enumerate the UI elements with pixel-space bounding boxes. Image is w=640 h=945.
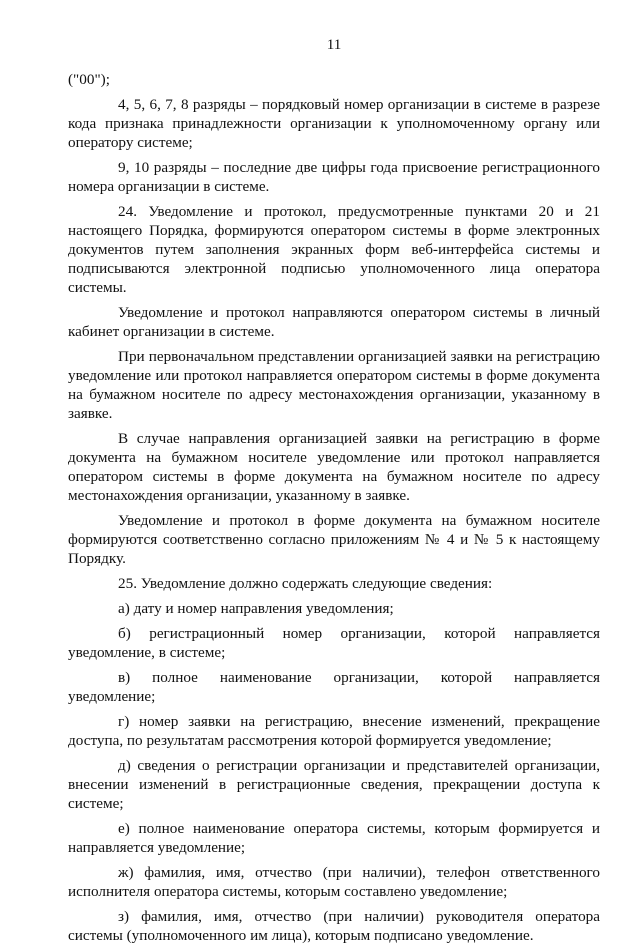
list-item-z: з) фамилия, имя, отчество (при наличии) руководителя оператора системы (уполномоченного им лица), которым подписано уведомление. [68,908,600,944]
paragraph-code-tail: ("00"); [68,71,110,88]
paragraph-paper-submission: В случае направления организацией заявки на регистрацию в форме документа на бумажном носителе уведомление или протокол направляется оператором системы в форме документа на бумажном носителе по адресу местонахождения организации, указанному в заявке. [68,430,600,504]
paragraph-digits-4-8: 4, 5, 6, 7, 8 разряды – порядковый номер организации в системе в разрезе кода признака принадлежности организации к уполномоченному органу или оператору системе; [68,96,600,151]
paragraph-digits-9-10: 9, 10 разряды – последние две цифры года присвоение регистрационного номера организации в системе. [68,159,600,195]
list-item-e: е) полное наименование оператора системы, которым формируется и направляется уведомление; [68,820,600,856]
list-item-g: г) номер заявки на регистрацию, внесение изменений, прекращение доступа, по результатам рассмотрения которой формируется уведомление; [68,713,600,749]
paragraph-initial-submission: При первоначальном представлении организацией заявки на регистрацию уведомление или протокол направляется оператором системы в форме документа на бумажном носителе по адресу местонахождения организации, указанному в заявке. [68,348,600,422]
list-item-d: д) сведения о регистрации организации и представителей организации, внесении изменений в регистрационные сведения, прекращении доступа к системе; [68,757,600,812]
paragraph-item-24: 24. Уведомление и протокол, предусмотренные пунктами 20 и 21 настоящего Порядка, формируются оператором системы в форме электронных документов путем заполнения экранных форм веб-интерфейса системы и подписываются электронной подписью уполномоченного лица оператора системы. [68,203,600,296]
list-item-a: а) дату и номер направления уведомления; [118,600,394,617]
paragraph-paper-forms: Уведомление и протокол в форме документа на бумажном носителе формируются соответственно согласно приложениям № 4 и № 5 к настоящему Порядку. [68,512,600,567]
paragraph-item-25: 25. Уведомление должно содержать следующие сведения: [118,575,493,592]
page-number: 11 [326,36,342,53]
paragraph-cabinet: Уведомление и протокол направляются оператором системы в личный кабинет организации в системе. [68,304,600,340]
list-item-v: в) полное наименование организации, которой направляется уведомление; [68,669,600,705]
list-item-b: б) регистрационный номер организации, которой направляется уведомление, в системе; [68,625,600,661]
list-item-zh: ж) фамилия, имя, отчество (при наличии), телефон ответственного исполнителя оператора системы, которым составлено уведомление; [68,864,600,900]
